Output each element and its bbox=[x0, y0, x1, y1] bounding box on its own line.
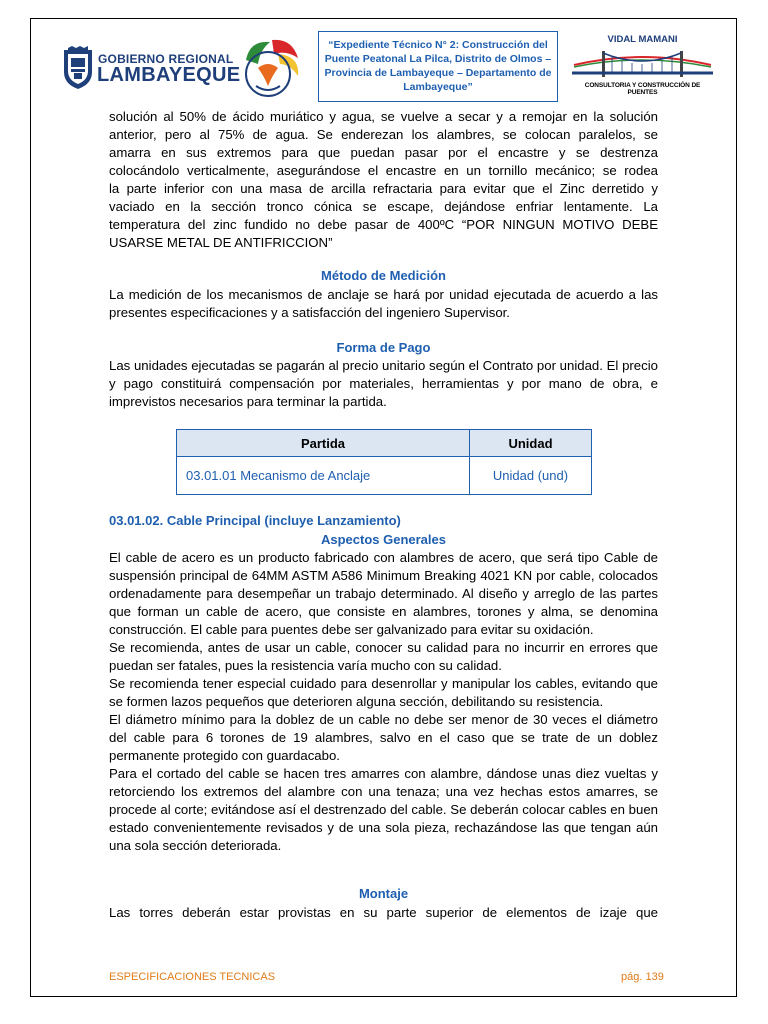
table-row bbox=[177, 457, 592, 495]
consultant-tagline: CONSULTORIA Y CONSTRUCCIÓN DE PUENTES bbox=[584, 82, 701, 96]
montaje-heading: Montaje bbox=[358, 886, 409, 901]
table-cell-unidad: Unidad (und) bbox=[470, 457, 592, 495]
intro-line: amarra en sus extremos para que puedan pasar por el encastre y se destrenza bbox=[109, 145, 658, 160]
aspectos-paragraph-3: Se recomienda tener especial cuidado para desenrollar y manipular los cables, evitando que se formen lazos pequeños que deterioren alguna sección, debilitando su resistencia. bbox=[109, 676, 658, 709]
consultant-logo bbox=[570, 34, 715, 96]
aspectos-paragraph-4: El diámetro mínimo para la doblez de un cable no debe ser menor de 30 veces el diámetro del cable para 6 torones de 19 alambres, salvo en el caso que se trate de un doblez permanente protegido con guardacabo. bbox=[109, 712, 658, 763]
partida-table bbox=[176, 429, 592, 495]
table-header-row bbox=[177, 430, 592, 457]
intro-line: temperatura del zinc fundido no debe pasar de 400ºC “POR NINGUN MOTIVO DEBE bbox=[109, 217, 658, 232]
document-title: “Expediente Técnico N° 2: Construcción del Puente Peatonal La Pilca, Distrito de Olmos – Provincia de Lambayeque – Departamento de Lambayeque” bbox=[324, 39, 552, 93]
olmos-tinajones-logo bbox=[228, 30, 308, 110]
forma-heading: Forma de Pago bbox=[336, 340, 431, 355]
table-cell-partida: 03.01.01 Mecanismo de Anclaje bbox=[177, 457, 470, 495]
table-header-unidad: Unidad bbox=[470, 430, 592, 457]
gobierno-regional-logo bbox=[62, 44, 241, 94]
consultant-name: VIDAL MAMANI bbox=[607, 34, 678, 45]
footer-section-title: ESPECIFICACIONES TECNICAS bbox=[109, 971, 276, 983]
intro-line: solución al 50% de ácido muriático y agua, se vuelve a secar y a remojar en la solución bbox=[109, 109, 658, 124]
intro-line: colocándolo verticalmente, asegurándose el encastre en un tornillo mecánico; se rodea bbox=[109, 163, 658, 178]
aspectos-heading: Aspectos Generales bbox=[320, 532, 446, 547]
intro-line: USARSE METAL DE ANTIFRICCION” bbox=[109, 235, 333, 250]
forma-paragraph: Las unidades ejecutadas se pagarán al precio unitario según el Contrato por unidad. El precio y pago constituirá compensación por materiales, herramientas y por mano de obra, e imprevistos necesarios para terminar la partida. bbox=[109, 358, 658, 409]
document-title-box bbox=[318, 31, 558, 102]
olmos-emblem-icon bbox=[228, 30, 308, 110]
shield-icon bbox=[62, 46, 94, 90]
bridge-icon bbox=[572, 45, 713, 81]
gob-line1: GOBIERNO REGIONAL bbox=[98, 52, 234, 66]
montaje-paragraph: Las torres deberán estar provistas en su parte superior de elementos de izaje que bbox=[109, 905, 658, 920]
footer-page-number: pág. 139 bbox=[621, 971, 664, 983]
aspectos-block bbox=[109, 549, 658, 855]
aspectos-paragraph-2: Se recomienda, antes de usar un cable, conocer su calidad para no incurrir en errores que puedan ser fatales, pues la resistencia varía mucho con su calidad. bbox=[109, 640, 658, 673]
intro-line: la parte inferior con una masa de arcilla refractaria para evitar que el Zinc derretido y bbox=[109, 181, 658, 196]
intro-paragraph bbox=[109, 108, 658, 252]
intro-line: anterior, pero al 75% de agua. Se enderezan los alambres, se colocan paralelos, se bbox=[109, 127, 658, 142]
table-header-partida: Partida bbox=[177, 430, 470, 457]
aspectos-paragraph-1: El cable de acero es un producto fabricado con alambres de acero, que será tipo Cable de suspensión principal de 64MM ASTM A586 Minimum Breaking 4021 KN por cable, colocados ordenadamente para desempeñar un trabajo determinado. Al diseño y arreglo de las partes que forman un cable de acero, que consiste en alambres, torones y alma, se denomina construcción. El cable para puentes debe ser galvanizado para evitar su oxidación. bbox=[109, 550, 658, 637]
gob-line2: LAMBAYEQUE bbox=[97, 64, 241, 86]
aspectos-paragraph-5: Para el cortado del cable se hacen tres amarres con alambre, dándose unas diez vueltas y retorciendo los extremos del alambre con una tenaza; una vez hechas estos amarres, se procede al corte; evitándose así el destrenzado del cable. Se deberán colocar cables en buen estado convenientemente revisados y de una sola pieza, rechazándose las que tengan aún una sola sección deteriorada. bbox=[109, 766, 658, 853]
metodo-paragraph: La medición de los mecanismos de anclaje se hará por unidad ejecutada de acuerdo a las presentes especificaciones y a satisfacción del ingeniero Supervisor. bbox=[109, 287, 658, 320]
section-heading: 03.01.02. Cable Principal (incluye Lanzamiento) bbox=[109, 513, 401, 528]
intro-line: vaciado en la sección tronco cónica se escape, dejándose enfriar lentamente. La bbox=[109, 199, 658, 214]
metodo-heading: Método de Medición bbox=[321, 268, 446, 283]
